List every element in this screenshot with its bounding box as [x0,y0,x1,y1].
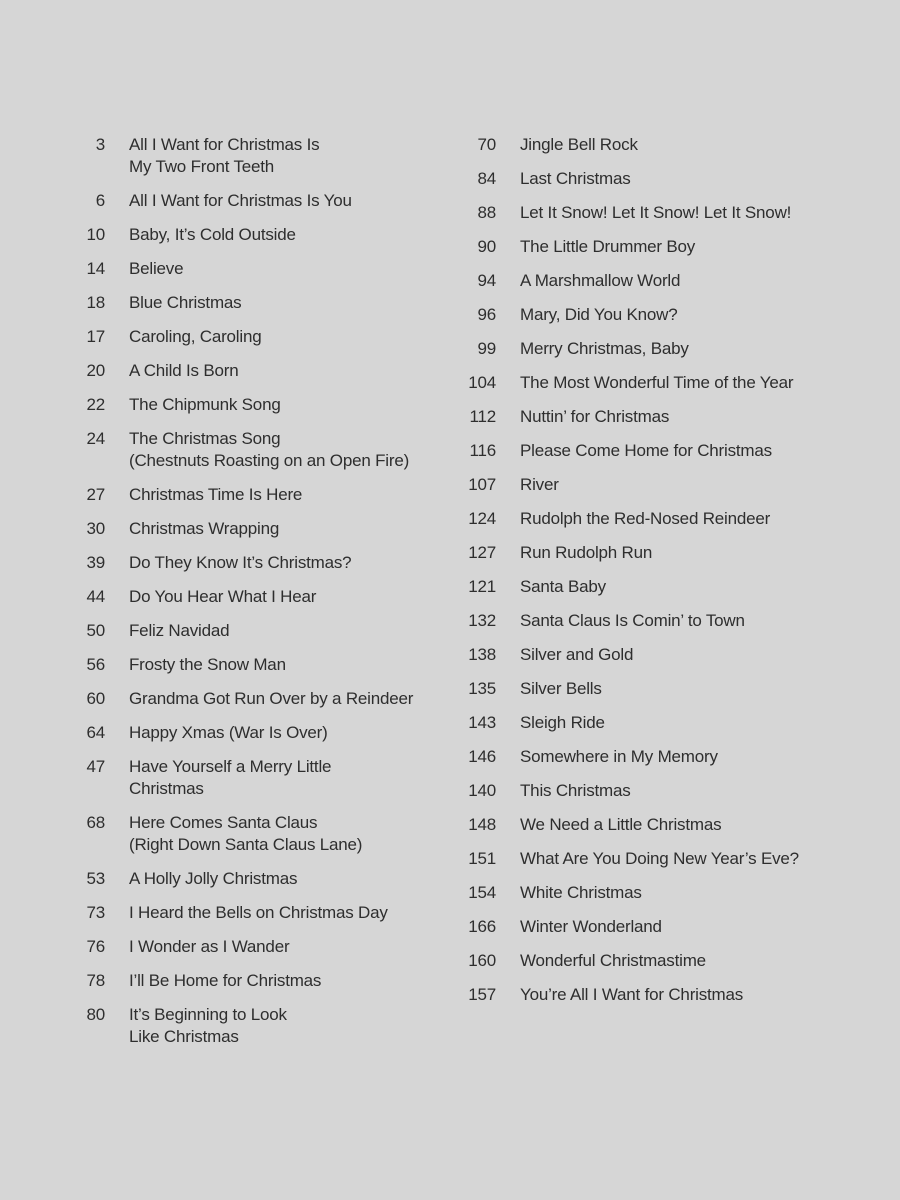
toc-song-title [520,644,870,666]
toc-song-title [129,756,450,800]
toc-entry [60,134,450,190]
toc-page-number: 80 [86,1005,105,1024]
toc-entry [60,756,450,812]
toc-song-title [520,474,870,496]
toc-song-title [129,1004,450,1048]
toc-song-title-line: We Need a Little Christmas [520,815,722,834]
toc-entry [450,542,870,576]
toc-page-number: 17 [86,327,105,346]
contents-left-column [60,134,450,1060]
toc-song-title [520,270,870,292]
toc-entry [450,236,870,270]
toc-page-number: 24 [86,429,105,448]
toc-song-title-line: Feliz Navidad [129,621,230,640]
toc-page-number: 148 [468,815,496,834]
toc-song-title [520,372,870,394]
toc-song-title-line: Sleigh Ride [520,713,605,732]
toc-page-number: 143 [468,713,496,732]
toc-song-title-line: Nuttin’ for Christmas [520,407,670,426]
toc-song-title-line: The Chipmunk Song [129,395,281,414]
toc-entry [60,518,450,552]
toc-song-title-line: Christmas Time Is Here [129,485,303,504]
toc-page-number: 160 [468,951,496,970]
toc-entry [450,304,870,338]
toc-entry [450,746,870,780]
toc-page-number: 39 [86,553,105,572]
toc-page-number: 76 [86,937,105,956]
toc-song-title-line: (Right Down Santa Claus Lane) [129,835,363,854]
toc-song-title [520,814,870,836]
toc-song-title [520,338,870,360]
toc-song-title-line: It’s Beginning to Look [129,1005,287,1024]
toc-song-title [129,394,450,416]
toc-song-title [520,406,870,428]
toc-page-number: 99 [477,339,496,358]
toc-entry [60,812,450,868]
toc-entry [60,936,450,970]
toc-page-number: 64 [86,723,105,742]
toc-entry [450,474,870,508]
toc-song-title-line: My Two Front Teeth [129,157,275,176]
toc-page-number: 60 [86,689,105,708]
toc-entry [450,168,870,202]
contents-right-column [450,134,870,1018]
toc-song-title-line: Blue Christmas [129,293,242,312]
toc-entry [450,576,870,610]
toc-entry [60,428,450,484]
toc-song-title-line: The Christmas Song [129,429,281,448]
toc-page-number: 151 [468,849,496,868]
toc-song-title-line: Baby, It’s Cold Outside [129,225,296,244]
toc-entry [60,1004,450,1060]
toc-entry [60,326,450,360]
toc-page-number: 10 [86,225,105,244]
toc-song-title-line: Somewhere in My Memory [520,747,718,766]
toc-entry [450,780,870,814]
toc-song-title [520,610,870,632]
toc-song-title [129,292,450,314]
toc-page-number: 27 [86,485,105,504]
toc-song-title [129,258,450,280]
toc-page-number: 138 [468,645,496,664]
toc-page-number: 68 [86,813,105,832]
toc-song-title-line: Rudolph the Red-Nosed Reindeer [520,509,771,528]
toc-page-number: 154 [468,883,496,902]
toc-song-title [520,848,870,870]
toc-page-number: 56 [86,655,105,674]
toc-entry [450,440,870,474]
toc-song-title [520,440,870,462]
toc-entry [450,882,870,916]
toc-page-number: 135 [468,679,496,698]
toc-song-title [520,236,870,258]
toc-page-number: 116 [469,441,496,460]
toc-song-title-line: Please Come Home for Christmas [520,441,772,460]
toc-song-title [520,542,870,564]
toc-page-number: 84 [477,169,496,188]
toc-song-title-line: All I Want for Christmas Is You [129,191,352,210]
toc-page-number: 53 [86,869,105,888]
toc-entry [60,484,450,518]
toc-entry [60,654,450,688]
toc-song-title-line: A Holly Jolly Christmas [129,869,298,888]
toc-page-number: 44 [86,587,105,606]
toc-page-number: 22 [86,395,105,414]
toc-song-title-line: Like Christmas [129,1027,239,1046]
toc-page-number: 94 [477,271,496,290]
toc-song-title-line: Jingle Bell Rock [520,135,638,154]
toc-song-title-line: Christmas Wrapping [129,519,280,538]
toc-entry [450,508,870,542]
toc-song-title [520,916,870,938]
toc-entry [450,202,870,236]
toc-song-title [129,688,450,710]
toc-song-title [129,654,450,676]
toc-song-title-line: Run Rudolph Run [520,543,653,562]
toc-entry [450,848,870,882]
toc-song-title [520,780,870,802]
toc-entry [60,586,450,620]
toc-song-title-line: Have Yourself a Merry Little [129,757,332,776]
toc-song-title-line: Winter Wonderland [520,917,662,936]
toc-song-title-line: A Child Is Born [129,361,239,380]
toc-song-title-line: Here Comes Santa Claus [129,813,318,832]
toc-song-title-line: Santa Claus Is Comin’ to Town [520,611,745,630]
toc-page-number: 20 [86,361,105,380]
toc-song-title-line: Merry Christmas, Baby [520,339,689,358]
toc-song-title-line: The Most Wonderful Time of the Year [520,373,794,392]
toc-entry [60,190,450,224]
toc-song-title [129,134,450,178]
toc-song-title [129,722,450,744]
toc-song-title-line: A Marshmallow World [520,271,681,290]
toc-entry [450,950,870,984]
toc-page-number: 14 [86,259,105,278]
toc-page-number: 146 [468,747,496,766]
toc-song-title [520,950,870,972]
toc-page-number: 166 [468,917,496,936]
toc-entry [60,258,450,292]
toc-song-title [520,508,870,530]
toc-entry [450,814,870,848]
toc-page-number: 88 [477,203,496,222]
toc-page-number: 73 [86,903,105,922]
toc-song-title-line: Grandma Got Run Over by a Reindeer [129,689,414,708]
toc-song-title [520,882,870,904]
toc-song-title-line: The Little Drummer Boy [520,237,696,256]
toc-song-title-line: Santa Baby [520,577,606,596]
toc-page-number: 140 [468,781,496,800]
toc-song-title-line: Believe [129,259,184,278]
toc-song-title [129,484,450,506]
toc-song-title-line: All I Want for Christmas Is [129,135,320,154]
toc-song-title [520,678,870,700]
toc-song-title-line: Happy Xmas (War Is Over) [129,723,328,742]
toc-song-title-line: I Wonder as I Wander [129,937,290,956]
toc-song-title-line: You’re All I Want for Christmas [520,985,744,1004]
toc-song-title [129,326,450,348]
toc-song-title [129,428,450,472]
toc-page-number: 90 [477,237,496,256]
toc-song-title-line: Christmas [129,779,204,798]
toc-song-title [520,168,870,190]
toc-song-title [129,620,450,642]
toc-song-title [129,518,450,540]
toc-entry [450,338,870,372]
toc-entry [60,292,450,326]
toc-song-title-line: Wonderful Christmastime [520,951,706,970]
toc-entry [450,372,870,406]
toc-song-title-line: Do You Hear What I Hear [129,587,317,606]
toc-song-title [129,552,450,574]
toc-song-title [129,224,450,246]
toc-song-title [520,712,870,734]
toc-song-title-line: Frosty the Snow Man [129,655,286,674]
toc-entry [450,406,870,440]
toc-entry [450,610,870,644]
toc-entry [60,394,450,428]
toc-entry [450,678,870,712]
toc-song-title-line: This Christmas [520,781,631,800]
toc-page-number: 132 [468,611,496,630]
toc-song-title-line: River [520,475,559,494]
toc-song-title-line: Silver Bells [520,679,602,698]
toc-song-title [520,304,870,326]
toc-song-title [520,202,870,224]
toc-song-title-line: I Heard the Bells on Christmas Day [129,903,388,922]
toc-song-title [129,360,450,382]
toc-page-number: 6 [95,191,105,210]
toc-song-title [520,576,870,598]
toc-song-title [129,190,450,212]
toc-page-number: 18 [86,293,105,312]
toc-song-title-line: Silver and Gold [520,645,634,664]
toc-entry [60,722,450,756]
toc-song-title [520,984,870,1006]
toc-page-number: 70 [477,135,496,154]
toc-song-title [129,586,450,608]
toc-song-title [129,970,450,992]
toc-song-title-line: White Christmas [520,883,642,902]
toc-entry [60,970,450,1004]
toc-entry [450,984,870,1018]
toc-page-number: 112 [469,407,496,426]
toc-page-number: 47 [86,757,105,776]
toc-page-number: 78 [86,971,105,990]
toc-song-title [129,868,450,890]
toc-entry [60,224,450,258]
toc-song-title-line: What Are You Doing New Year’s Eve? [520,849,799,868]
toc-entry [60,868,450,902]
toc-entry [450,134,870,168]
toc-entry [60,552,450,586]
toc-song-title-line: I’ll Be Home for Christmas [129,971,322,990]
toc-song-title [520,746,870,768]
toc-page-number: 124 [468,509,496,528]
toc-page-number: 96 [477,305,496,324]
toc-page-number: 107 [468,475,496,494]
toc-page-number: 127 [468,543,496,562]
toc-song-title [520,134,870,156]
toc-song-title-line: Last Christmas [520,169,631,188]
toc-entry [450,644,870,678]
toc-song-title [129,902,450,924]
toc-page-number: 104 [468,373,496,392]
toc-entry [60,360,450,394]
toc-entry [60,620,450,654]
toc-song-title [129,812,450,856]
toc-song-title-line: Caroling, Caroling [129,327,262,346]
toc-entry [60,902,450,936]
toc-page-number: 157 [468,985,496,1004]
toc-entry [450,712,870,746]
toc-page-number: 50 [86,621,105,640]
toc-page-number: 30 [86,519,105,538]
toc-page-number: 3 [95,135,105,154]
toc-entry [450,916,870,950]
toc-entry [60,688,450,722]
toc-page-number: 121 [468,577,496,596]
toc-entry [450,270,870,304]
toc-song-title-line: Mary, Did You Know? [520,305,678,324]
toc-song-title [129,936,450,958]
toc-song-title-line: Let It Snow! Let It Snow! Let It Snow! [520,203,792,222]
toc-song-title-line: (Chestnuts Roasting on an Open Fire) [129,451,410,470]
toc-song-title-line: Do They Know It’s Christmas? [129,553,352,572]
